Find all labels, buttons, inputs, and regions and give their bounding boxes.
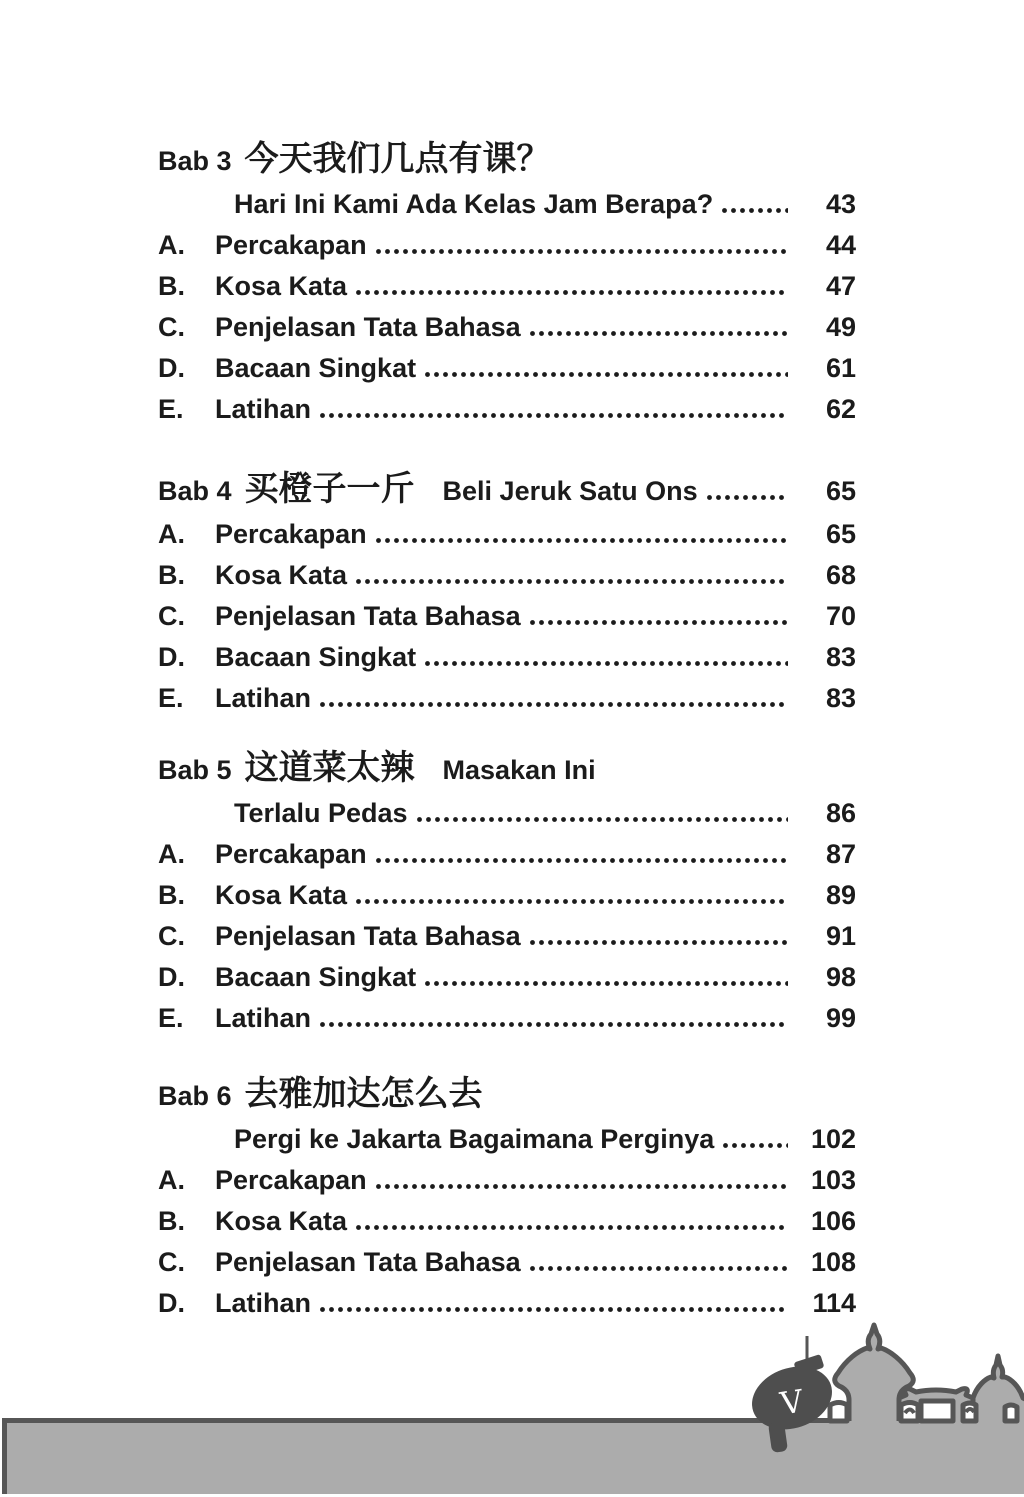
- item-label: Kosa Kata: [215, 560, 348, 590]
- toc-item-row: [158, 225, 856, 266]
- dot-leader: [376, 249, 788, 254]
- table-of-contents: [158, 136, 856, 1324]
- page-number: 62: [825, 394, 856, 424]
- page-number: 87: [825, 839, 856, 869]
- item-label: Penjelasan Tata Bahasa: [215, 1247, 521, 1277]
- chapter-title-latin: Beli Jeruk Satu Ons: [442, 476, 698, 506]
- page-number: 103: [810, 1165, 856, 1195]
- item-label: Penjelasan Tata Bahasa: [215, 312, 521, 342]
- dot-leader: [707, 495, 788, 500]
- item-label: Penjelasan Tata Bahasa: [215, 921, 521, 951]
- wall-left-border: [2, 1418, 7, 1494]
- chapter-title-chinese: 这道菜太辣: [244, 749, 415, 787]
- toc-item-row: [158, 307, 856, 348]
- chapter-title-latin: Masakan Ini: [442, 755, 596, 785]
- page-number: 83: [825, 642, 856, 672]
- dot-leader: [722, 208, 788, 213]
- toc-item-row: [158, 834, 856, 875]
- chapter-number: Bab 4: [158, 476, 232, 506]
- toc-item-row: [158, 957, 856, 998]
- toc-item-row: [158, 916, 856, 957]
- dot-leader: [320, 413, 788, 418]
- item-letter: B.: [158, 880, 185, 910]
- dot-leader: [320, 1307, 788, 1312]
- dot-leader: [530, 331, 788, 336]
- item-label: Percakapan: [215, 519, 367, 549]
- item-label: Latihan: [215, 1288, 312, 1318]
- page-number: 43: [825, 189, 856, 219]
- toc-item-row: [158, 389, 856, 430]
- item-letter: D.: [158, 353, 185, 383]
- wall-top-border: [2, 1418, 835, 1423]
- item-letter: E.: [158, 1003, 184, 1033]
- item-letter: C.: [158, 1247, 185, 1277]
- page-number: 49: [825, 312, 856, 342]
- dot-leader: [356, 290, 788, 295]
- chapter-number: Bab 3: [158, 146, 232, 176]
- page-number: 65: [825, 519, 856, 549]
- item-letter: C.: [158, 312, 185, 342]
- dot-leader: [320, 702, 788, 707]
- dot-leader: [376, 538, 788, 543]
- item-label: Bacaan Singkat: [215, 353, 417, 383]
- toc-item-row: [158, 514, 856, 555]
- item-letter: D.: [158, 642, 185, 672]
- page-number: 106: [810, 1206, 856, 1236]
- item-label: Penjelasan Tata Bahasa: [215, 601, 521, 631]
- item-label: Kosa Kata: [215, 880, 348, 910]
- chapter-subtitle-row: [158, 1119, 856, 1160]
- chapter-title-chinese: 今天我们几点有课？: [244, 140, 551, 178]
- item-label: Latihan: [215, 683, 312, 713]
- toc-item-row: [158, 1242, 856, 1283]
- toc-item-row: [158, 637, 856, 678]
- page-number: 44: [825, 230, 856, 260]
- item-letter: A.: [158, 519, 185, 549]
- toc-item-row: [158, 1160, 856, 1201]
- chapter-subtitle: Terlalu Pedas: [234, 798, 408, 828]
- toc-item-row: [158, 678, 856, 719]
- toc-item-row: [158, 1201, 856, 1242]
- page-number: 70: [825, 601, 856, 631]
- item-letter: C.: [158, 921, 185, 951]
- section-bab-6: [158, 1071, 856, 1324]
- chapter-heading: [158, 1071, 856, 1119]
- dot-leader: [723, 1143, 788, 1148]
- page-number: 98: [825, 962, 856, 992]
- dot-leader: [356, 899, 788, 904]
- section-bab-3: [158, 136, 856, 430]
- section-bab-4: [158, 466, 856, 719]
- item-letter: B.: [158, 271, 185, 301]
- item-letter: B.: [158, 1206, 185, 1236]
- item-letter: E.: [158, 683, 184, 713]
- dot-leader: [425, 661, 788, 666]
- footer-page-number: V: [777, 1383, 806, 1423]
- chapter-heading: [158, 466, 856, 514]
- dot-leader: [356, 1225, 788, 1230]
- item-letter: A.: [158, 1165, 185, 1195]
- dot-leader: [376, 1184, 788, 1189]
- item-label: Bacaan Singkat: [215, 962, 417, 992]
- chapter-subtitle: Pergi ke Jakarta Bagaimana Perginya: [234, 1124, 715, 1154]
- chapter-subtitle-row: [158, 793, 856, 834]
- item-letter: E.: [158, 394, 184, 424]
- dot-leader: [356, 579, 788, 584]
- item-letter: B.: [158, 560, 185, 590]
- chapter-subtitle-row: [158, 184, 856, 225]
- page-number: 47: [825, 271, 856, 301]
- dot-leader: [417, 817, 788, 822]
- toc-item-row: [158, 875, 856, 916]
- dot-leader: [376, 858, 788, 863]
- dot-leader: [320, 1022, 788, 1027]
- page-number: 89: [825, 880, 856, 910]
- toc-item-row: [158, 266, 856, 307]
- chapter-heading: [158, 745, 856, 793]
- page-number: 61: [825, 353, 856, 383]
- toc-item-row: [158, 555, 856, 596]
- page-number: 83: [825, 683, 856, 713]
- chapter-number: Bab 6: [158, 1081, 232, 1111]
- section-bab-5: [158, 745, 856, 1039]
- item-letter: D.: [158, 1288, 185, 1318]
- page-number: 86: [825, 798, 856, 828]
- item-label: Kosa Kata: [215, 1206, 348, 1236]
- item-letter: C.: [158, 601, 185, 631]
- chapter-heading: [158, 136, 856, 184]
- chapter-subtitle: Hari Ini Kami Ada Kelas Jam Berapa?: [234, 189, 714, 219]
- item-label: Percakapan: [215, 1165, 367, 1195]
- item-label: Percakapan: [215, 839, 367, 869]
- page-number: 108: [810, 1247, 856, 1277]
- dot-leader: [530, 940, 788, 945]
- chapter-title-chinese: 买橙子一斤: [244, 470, 415, 508]
- dot-leader: [425, 981, 788, 986]
- dot-leader: [425, 372, 788, 377]
- dot-leader: [530, 1266, 788, 1271]
- chapter-title-chinese: 去雅加达怎么去: [244, 1075, 483, 1113]
- item-letter: D.: [158, 962, 185, 992]
- item-label: Bacaan Singkat: [215, 642, 417, 672]
- page-number: 99: [825, 1003, 856, 1033]
- footer-decoration: [0, 1320, 1024, 1497]
- toc-item-row: [158, 348, 856, 389]
- toc-item-row: [158, 1283, 856, 1324]
- item-label: Kosa Kata: [215, 271, 348, 301]
- page-number: 102: [810, 1124, 856, 1154]
- item-label: Latihan: [215, 394, 312, 424]
- toc-item-row: [158, 596, 856, 637]
- page-number: 68: [825, 560, 856, 590]
- skyline-base-fill: [846, 1421, 1024, 1441]
- item-letter: A.: [158, 230, 185, 260]
- page-number: 114: [812, 1288, 856, 1318]
- chapter-number: Bab 5: [158, 755, 232, 785]
- toc-item-row: [158, 998, 856, 1039]
- item-label: Percakapan: [215, 230, 367, 260]
- dot-leader: [530, 620, 788, 625]
- item-letter: A.: [158, 839, 185, 869]
- page-number: 65: [825, 476, 856, 506]
- page-number: 91: [825, 921, 856, 951]
- item-label: Latihan: [215, 1003, 312, 1033]
